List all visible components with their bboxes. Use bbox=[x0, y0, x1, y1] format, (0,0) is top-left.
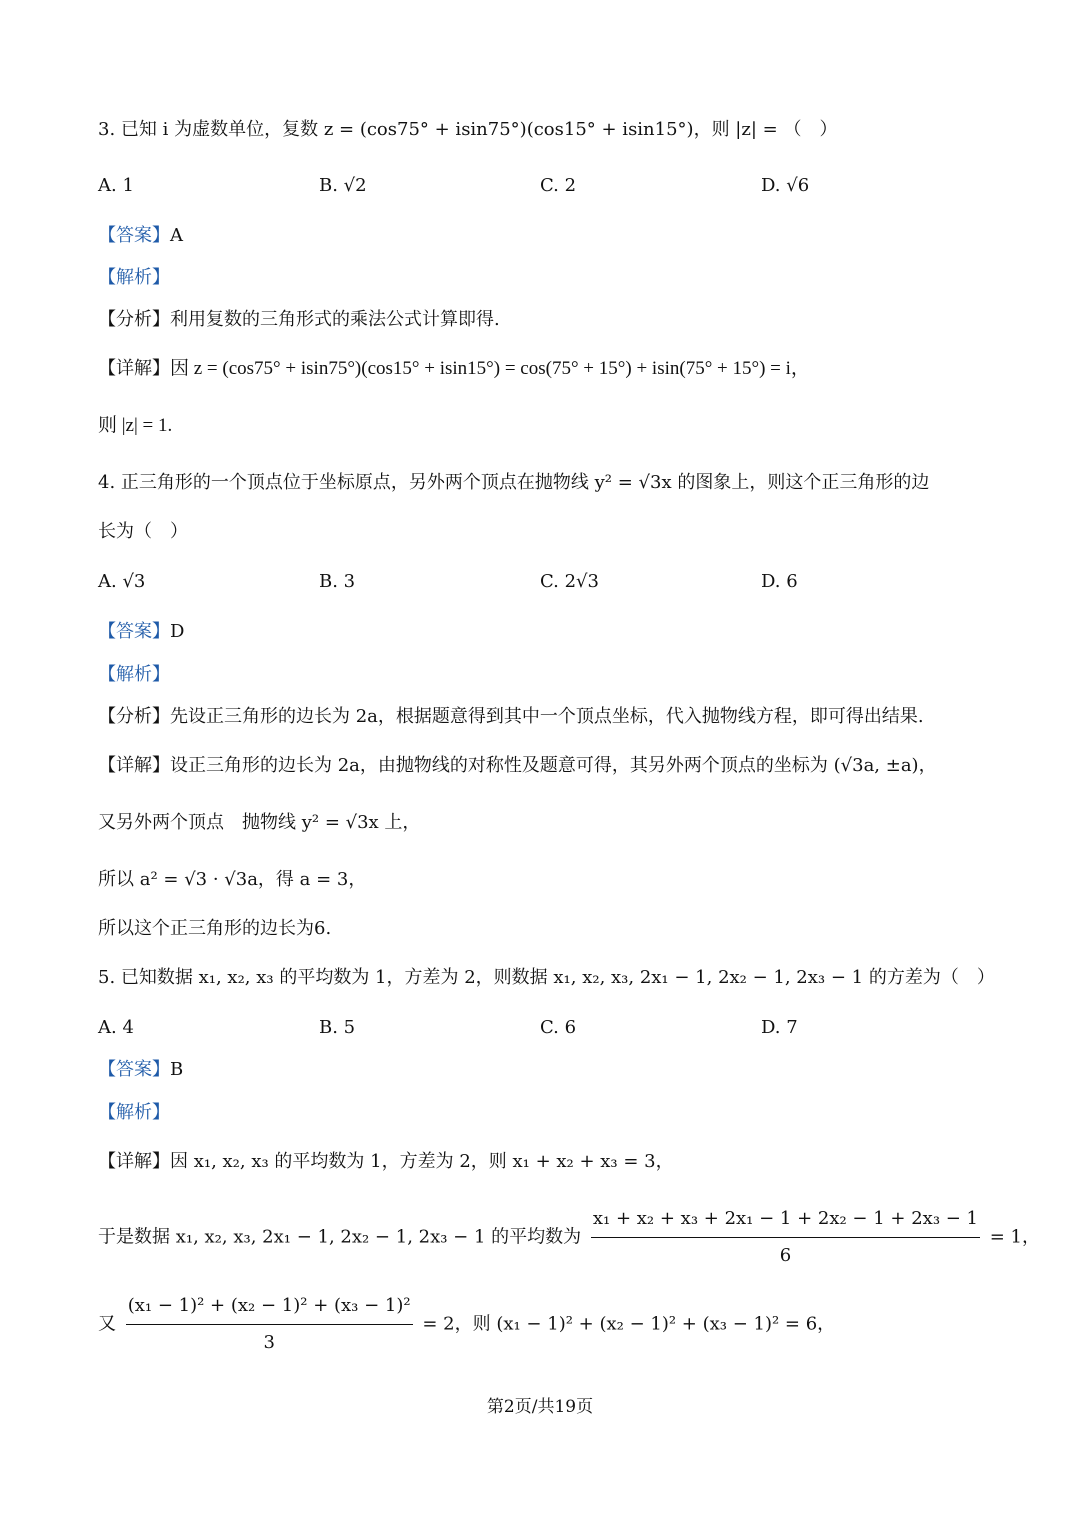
q5-options bbox=[98, 1014, 990, 1042]
q3-xiangjie-line bbox=[98, 355, 990, 383]
q3-answer-tag: 【答案】 bbox=[98, 225, 170, 246]
q5-xiangjie-tag: 【详解】 bbox=[98, 1151, 170, 1172]
q3-answer-line bbox=[98, 222, 990, 250]
q5-option-d: D. 7 bbox=[761, 1017, 798, 1038]
q3-option-c: C. 2 bbox=[540, 175, 577, 196]
q4-stem-line2: 长为（ ） bbox=[98, 521, 188, 542]
q5-mean-numerator: x₁ + x₂ + x₃ + 2x₁ − 1 + 2x₂ − 1 + 2x₃ − 1 bbox=[591, 1205, 980, 1238]
q4-line3: 所以 a² = √3 · √3a，得 a = 3， bbox=[98, 869, 367, 890]
q5-xiangjie: 因 x₁, x₂, x₃ 的平均数为 1，方差为 2，则 x₁ + x₂ + x₃ = 3， bbox=[170, 1151, 674, 1172]
q4-line4: 所以这个正三角形的边长为6. bbox=[98, 918, 332, 939]
q4-options bbox=[98, 568, 990, 596]
q3-fenxi: 利用复数的三角形式的乘法公式计算即得. bbox=[170, 309, 500, 330]
q4-stem-line1: 4. 正三角形的一个顶点位于坐标原点，另外两个顶点在抛物线 y² = √3x 的图象上，则这个正三角形的边 bbox=[98, 472, 930, 493]
q5-variance-fraction bbox=[126, 1292, 413, 1357]
q4-xiangjie-line bbox=[98, 752, 990, 780]
q5-mean-post: = 1， bbox=[989, 1226, 1041, 1248]
q5-answer-tag: 【答案】 bbox=[98, 1059, 170, 1080]
q4-fenxi: 先设正三角形的边长为 2a，根据题意得到其中一个顶点坐标，代入抛物线方程，即可得出结果. bbox=[170, 706, 924, 727]
q4-xiangjie-tag: 【详解】 bbox=[98, 755, 170, 776]
q4-option-c: C. 2√3 bbox=[540, 571, 599, 592]
q4-option-b: B. 3 bbox=[319, 571, 356, 592]
q3-option-d: D. √6 bbox=[761, 175, 810, 196]
q5-option-a: A. 4 bbox=[98, 1017, 134, 1038]
q4-option-a: A. √3 bbox=[98, 571, 146, 592]
q4-answer-tag: 【答案】 bbox=[98, 621, 170, 642]
q4-jiexi-tag: 【解析】 bbox=[98, 664, 170, 685]
q5-answer-line bbox=[98, 1056, 990, 1084]
q5-variance-pre: 又 bbox=[98, 1313, 116, 1335]
q5-stem: 5. 已知数据 x₁, x₂, x₃ 的平均数为 1，方差为 2，则数据 x₁, x₂, x₃, 2x₁ − 1, 2x₂ − 1, 2x₃ − 1 的方差为（ ） bbox=[98, 967, 995, 988]
q5-mean-fraction bbox=[591, 1205, 980, 1270]
q5-mean-denominator: 6 bbox=[779, 1245, 792, 1266]
q3-xiangjie: 因 z = (cos75° + isin75°)(cos15° + isin15°) = cos(75° + 15°) + isin(75° + 15°) = i， bbox=[170, 358, 810, 379]
q4-fenxi-tag: 【分析】 bbox=[98, 706, 170, 727]
q5-variance-numerator: (x₁ − 1)² + (x₂ − 1)² + (x₃ − 1)² bbox=[126, 1292, 413, 1325]
q3-option-b: B. √2 bbox=[319, 175, 367, 196]
page-footer: 第2页/共19页 bbox=[486, 1397, 594, 1417]
q4-fenxi-line bbox=[98, 703, 990, 731]
q5-variance-post: = 2，则 (x₁ − 1)² + (x₂ − 1)² + (x₃ − 1)² = 6， bbox=[422, 1313, 836, 1335]
q4-line2: 又另外两个顶点 抛物线 y² = √3x 上， bbox=[98, 812, 421, 833]
q3-conclusion: 则 |z| = 1. bbox=[98, 415, 173, 436]
q5-xiangjie-line bbox=[98, 1148, 990, 1176]
q3-fenxi-line bbox=[98, 306, 990, 334]
q5-variance-denominator: 3 bbox=[263, 1332, 275, 1353]
q5-option-b: B. 5 bbox=[319, 1017, 356, 1038]
q5-mean-pre: 于是数据 x₁, x₂, x₃, 2x₁ − 1, 2x₂ − 1, 2x₃ − 1 的平均数为 bbox=[98, 1226, 582, 1248]
q3-answer: A bbox=[170, 225, 183, 246]
q3-options bbox=[98, 172, 990, 200]
q3-fenxi-tag: 【分析】 bbox=[98, 309, 170, 330]
q4-answer: D bbox=[170, 621, 185, 642]
q4-answer-line bbox=[98, 618, 990, 646]
q5-option-c: C. 6 bbox=[540, 1017, 577, 1038]
q5-mean-line bbox=[98, 1205, 1041, 1270]
q3-option-a: A. 1 bbox=[98, 175, 134, 196]
q5-variance-line bbox=[98, 1292, 990, 1357]
q3-jiexi-tag: 【解析】 bbox=[98, 267, 170, 288]
q5-answer: B bbox=[170, 1059, 184, 1080]
q4-xiangjie: 设正三角形的边长为 2a，由抛物线的对称性及题意可得，其另外两个顶点的坐标为 (√3a, ±a)， bbox=[170, 755, 937, 776]
q5-jiexi-tag: 【解析】 bbox=[98, 1102, 170, 1123]
q3-xiangjie-tag: 【详解】 bbox=[98, 358, 170, 379]
q4-option-d: D. 6 bbox=[761, 571, 798, 592]
q3-stem: 3. 已知 i 为虚数单位，复数 z = (cos75° + isin75°)(cos15° + isin15°)，则 |z| = （ ） bbox=[98, 119, 838, 140]
